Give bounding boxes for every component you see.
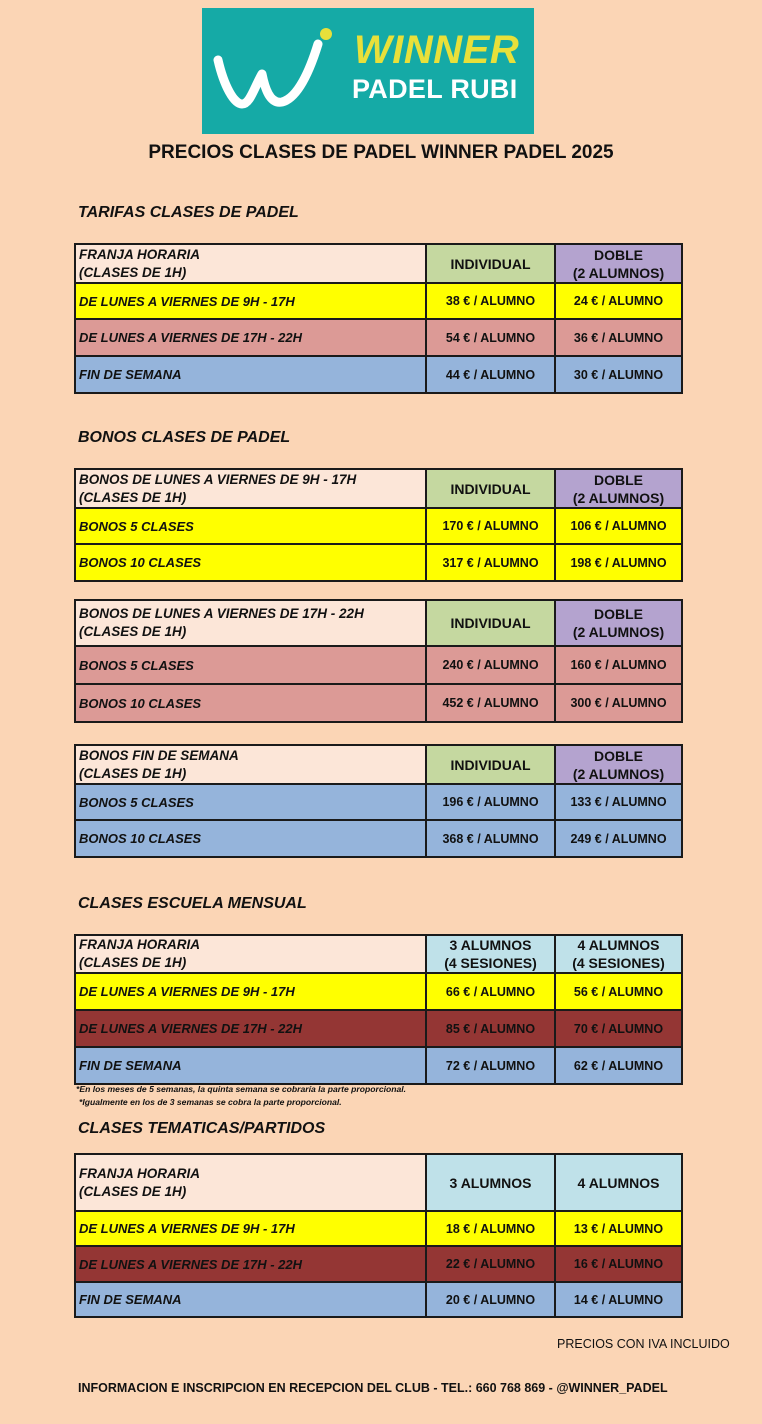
header-individual: INDIVIDUAL xyxy=(426,600,555,646)
row-label: FIN DE SEMANA xyxy=(75,1282,426,1317)
table-row xyxy=(75,356,682,393)
row-label: BONOS 5 CLASES xyxy=(75,646,426,684)
section-title-tematicas: CLASES TEMATICAS/PARTIDOS xyxy=(78,1120,326,1137)
price-individual: 44 € / ALUMNO xyxy=(426,356,555,393)
table-row xyxy=(75,544,682,581)
header-individual: INDIVIDUAL xyxy=(426,469,555,508)
table-row xyxy=(75,684,682,722)
header-3-alumnos: 3 ALUMNOS xyxy=(426,1154,555,1211)
price-doble: 133 € / ALUMNO xyxy=(555,784,682,820)
price-3-alumnos: 85 € / ALUMNO xyxy=(426,1010,555,1047)
price-4-alumnos: 13 € / ALUMNO xyxy=(555,1211,682,1246)
logo-line1: WINNER xyxy=(354,28,520,72)
row-label: BONOS 5 CLASES xyxy=(75,784,426,820)
tematicas-table xyxy=(74,1153,683,1318)
row-label: BONOS 5 CLASES xyxy=(75,508,426,544)
header-label-cell: FRANJA HORARIA (CLASES DE 1H) xyxy=(75,244,426,283)
bonos-table-tarde xyxy=(74,599,683,723)
price-4-alumnos: 14 € / ALUMNO xyxy=(555,1282,682,1317)
header-doble: DOBLE (2 ALUMNOS) xyxy=(555,469,682,508)
price-individual: 196 € / ALUMNO xyxy=(426,784,555,820)
header-doble: DOBLE (2 ALUMNOS) xyxy=(555,600,682,646)
logo-line2: PADEL RUBI xyxy=(352,74,518,104)
table-row xyxy=(75,283,682,319)
table-row xyxy=(75,319,682,356)
header-individual: INDIVIDUAL xyxy=(426,244,555,283)
price-individual: 54 € / ALUMNO xyxy=(426,319,555,356)
header-label-cell: BONOS DE LUNES A VIERNES DE 17H - 22H (CLASES DE 1H) xyxy=(75,600,426,646)
tarifas-table xyxy=(74,243,683,394)
table-row xyxy=(75,784,682,820)
price-3-alumnos: 72 € / ALUMNO xyxy=(426,1047,555,1084)
table-header-row xyxy=(75,1154,682,1211)
table-row xyxy=(75,1211,682,1246)
row-label: FIN DE SEMANA xyxy=(75,1047,426,1084)
price-doble: 36 € / ALUMNO xyxy=(555,319,682,356)
table-header-row xyxy=(75,935,682,973)
price-individual: 452 € / ALUMNO xyxy=(426,684,555,722)
price-doble: 24 € / ALUMNO xyxy=(555,283,682,319)
table-row xyxy=(75,646,682,684)
header-doble: DOBLE (2 ALUMNOS) xyxy=(555,745,682,784)
row-label: DE LUNES A VIERNES DE 17H - 22H xyxy=(75,319,426,356)
table-header-row xyxy=(75,469,682,508)
price-4-alumnos: 16 € / ALUMNO xyxy=(555,1246,682,1282)
row-label: BONOS 10 CLASES xyxy=(75,820,426,857)
row-label: BONOS 10 CLASES xyxy=(75,544,426,581)
header-label-cell: FRANJA HORARIA (CLASES DE 1H) xyxy=(75,1154,426,1211)
escuela-table xyxy=(74,934,683,1085)
table-row xyxy=(75,1047,682,1084)
logo xyxy=(202,8,534,134)
price-doble: 300 € / ALUMNO xyxy=(555,684,682,722)
section-title-escuela: CLASES ESCUELA MENSUAL xyxy=(78,895,307,912)
price-individual: 368 € / ALUMNO xyxy=(426,820,555,857)
price-individual: 240 € / ALUMNO xyxy=(426,646,555,684)
table-header-row xyxy=(75,244,682,283)
row-label: FIN DE SEMANA xyxy=(75,356,426,393)
price-3-alumnos: 20 € / ALUMNO xyxy=(426,1282,555,1317)
price-4-alumnos: 62 € / ALUMNO xyxy=(555,1047,682,1084)
price-individual: 170 € / ALUMNO xyxy=(426,508,555,544)
table-row xyxy=(75,1010,682,1047)
price-doble: 198 € / ALUMNO xyxy=(555,544,682,581)
price-3-alumnos: 18 € / ALUMNO xyxy=(426,1211,555,1246)
row-label: DE LUNES A VIERNES DE 17H - 22H xyxy=(75,1246,426,1282)
price-4-alumnos: 56 € / ALUMNO xyxy=(555,973,682,1010)
price-individual: 38 € / ALUMNO xyxy=(426,283,555,319)
price-doble: 30 € / ALUMNO xyxy=(555,356,682,393)
section-title-tarifas: TARIFAS CLASES DE PADEL xyxy=(78,204,299,221)
row-label: DE LUNES A VIERNES DE 9H - 17H xyxy=(75,283,426,319)
page-title: PRECIOS CLASES DE PADEL WINNER PADEL 2025 xyxy=(148,142,614,163)
escuela-note: *Igualmente en los de 3 semanas se cobra la parte proporcional. xyxy=(79,1097,342,1107)
table-header-row xyxy=(75,745,682,784)
bonos-table-manana xyxy=(74,468,683,582)
table-header-row xyxy=(75,600,682,646)
iva-note: PRECIOS CON IVA INCLUIDO xyxy=(557,1337,730,1351)
table-row xyxy=(75,820,682,857)
price-4-alumnos: 70 € / ALUMNO xyxy=(555,1010,682,1047)
header-label-cell: FRANJA HORARIA (CLASES DE 1H) xyxy=(75,935,426,973)
price-doble: 106 € / ALUMNO xyxy=(555,508,682,544)
row-label: DE LUNES A VIERNES DE 9H - 17H xyxy=(75,973,426,1010)
table-row xyxy=(75,973,682,1010)
header-3-alumnos: 3 ALUMNOS (4 SESIONES) xyxy=(426,935,555,973)
header-individual: INDIVIDUAL xyxy=(426,745,555,784)
header-doble: DOBLE (2 ALUMNOS) xyxy=(555,244,682,283)
table-row xyxy=(75,1282,682,1317)
escuela-note: *En los meses de 5 semanas, la quinta semana se cobraría la parte proporcional. xyxy=(76,1084,407,1094)
row-label: BONOS 10 CLASES xyxy=(75,684,426,722)
section-title-bonos: BONOS CLASES DE PADEL xyxy=(78,429,291,446)
price-3-alumnos: 22 € / ALUMNO xyxy=(426,1246,555,1282)
winner-w-logo-icon xyxy=(202,8,352,134)
bonos-table-finde xyxy=(74,744,683,858)
row-label: DE LUNES A VIERNES DE 9H - 17H xyxy=(75,1211,426,1246)
price-individual: 317 € / ALUMNO xyxy=(426,544,555,581)
table-row xyxy=(75,1246,682,1282)
price-3-alumnos: 66 € / ALUMNO xyxy=(426,973,555,1010)
header-4-alumnos: 4 ALUMNOS xyxy=(555,1154,682,1211)
price-doble: 249 € / ALUMNO xyxy=(555,820,682,857)
footer-info: INFORMACION E INSCRIPCION EN RECEPCION DEL CLUB - TEL.: 660 768 869 - @WINNER_PADEL xyxy=(78,1381,668,1395)
row-label: DE LUNES A VIERNES DE 17H - 22H xyxy=(75,1010,426,1047)
header-label-cell: BONOS DE LUNES A VIERNES DE 9H - 17H (CLASES DE 1H) xyxy=(75,469,426,508)
header-label-cell: BONOS FIN DE SEMANA (CLASES DE 1H) xyxy=(75,745,426,784)
table-row xyxy=(75,508,682,544)
price-doble: 160 € / ALUMNO xyxy=(555,646,682,684)
header-4-alumnos: 4 ALUMNOS (4 SESIONES) xyxy=(555,935,682,973)
